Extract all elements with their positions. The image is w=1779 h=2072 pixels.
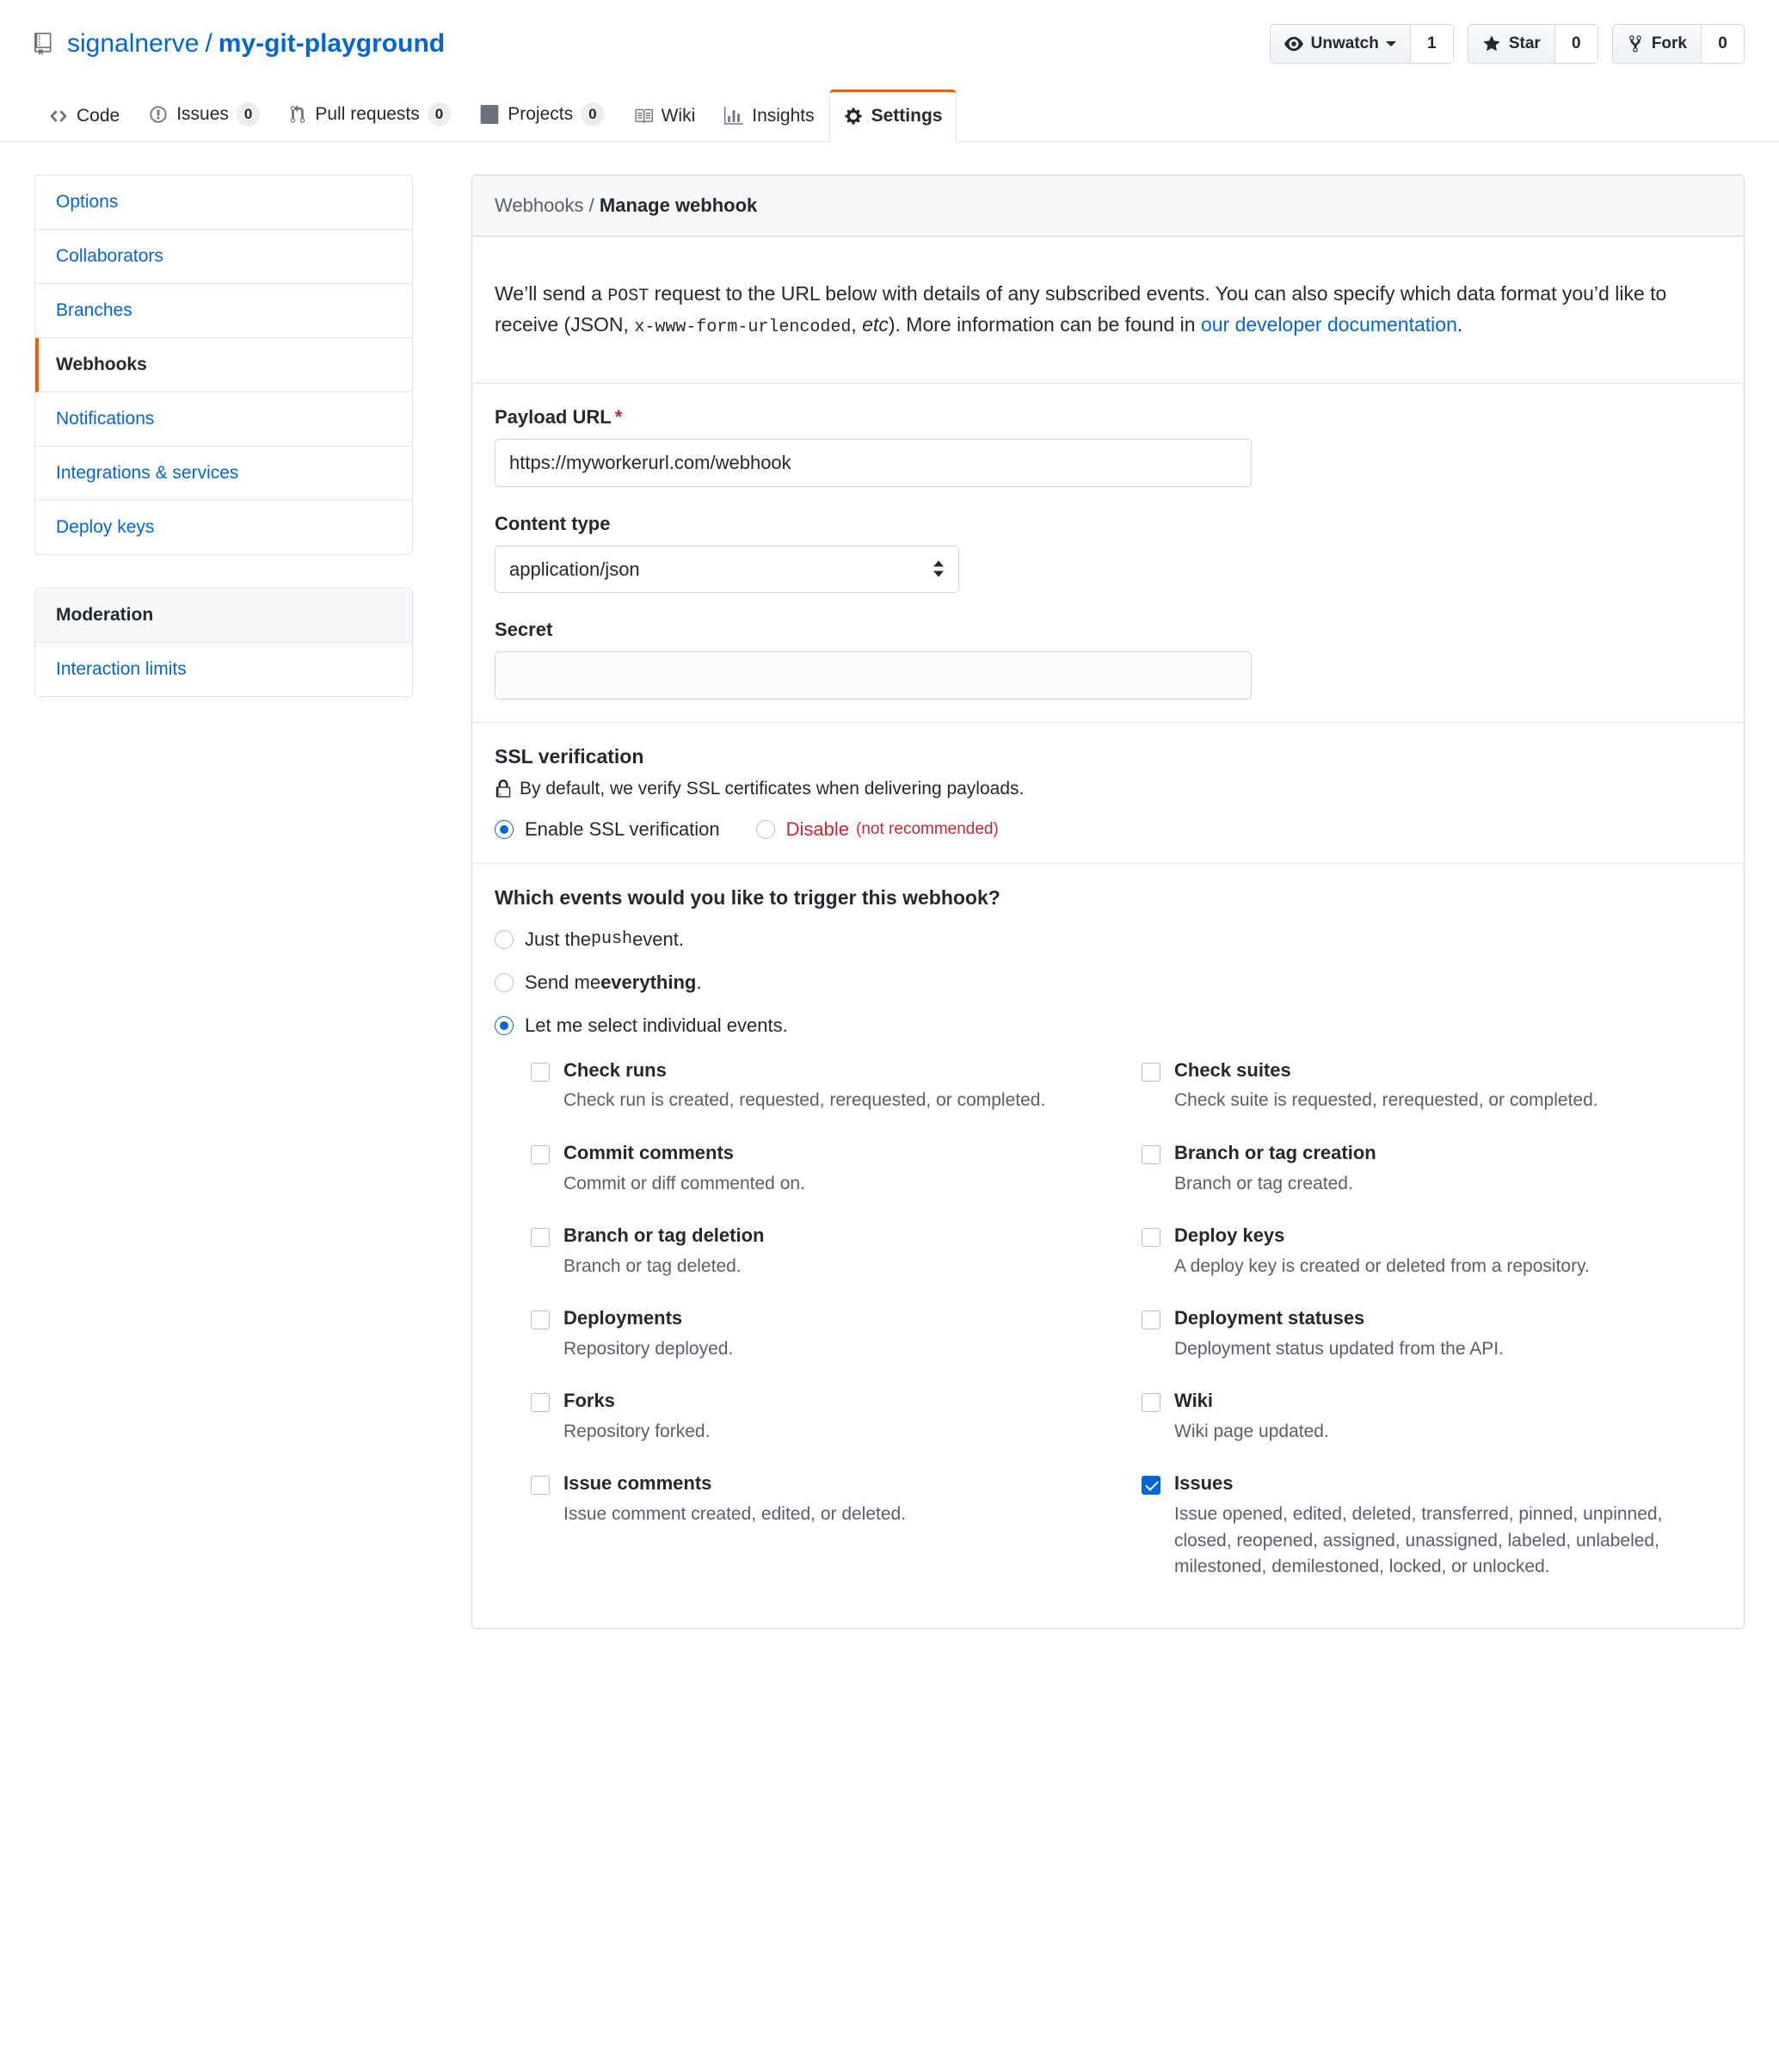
event-item-forks[interactable] xyxy=(531,1388,1111,1471)
check-runs-checkbox[interactable] xyxy=(531,1063,550,1082)
secret-label: Secret xyxy=(495,618,553,640)
settings-sidebar xyxy=(34,175,413,697)
tab-projects-label: Projects xyxy=(508,103,574,124)
tab-insights-label: Insights xyxy=(752,105,815,126)
fork-icon xyxy=(1627,34,1644,53)
moderation-menu xyxy=(34,588,413,697)
watch-count[interactable]: 1 xyxy=(1411,24,1454,64)
webhook-fields-row xyxy=(472,384,1744,723)
event-item-issues[interactable] xyxy=(1142,1471,1721,1606)
star-button[interactable] xyxy=(1468,24,1555,64)
commit-comments-label: Commit comments xyxy=(563,1141,735,1163)
event-item-branch-or-tag-creation[interactable] xyxy=(1142,1140,1721,1223)
event-choice-everything-strong: everything xyxy=(600,971,697,993)
event-item-deploy-keys[interactable] xyxy=(1142,1223,1721,1305)
intro-part-5: . xyxy=(1456,312,1463,336)
tab-issues-count: 0 xyxy=(237,102,260,126)
tab-wiki[interactable] xyxy=(619,89,711,142)
secret-field xyxy=(495,619,1721,700)
star-count[interactable]: 0 xyxy=(1555,24,1598,64)
deployment-statuses-checkbox[interactable] xyxy=(1142,1310,1160,1329)
ssl-verification-note xyxy=(495,779,1721,799)
intro-part-1: We’ll send a xyxy=(495,281,608,305)
tab-pull-requests[interactable] xyxy=(274,86,465,142)
payload-url-label xyxy=(495,406,1721,429)
sidebar-item-collaborators[interactable]: Collaborators xyxy=(35,230,412,284)
graph-icon xyxy=(724,107,743,126)
sidebar-item-interaction-limits[interactable]: Interaction limits xyxy=(56,658,187,679)
gear-icon xyxy=(844,107,863,126)
tab-settings-label: Settings xyxy=(871,105,943,126)
repo-actions xyxy=(1256,24,1745,64)
events-question: Which events would you like to trigger this webhook? xyxy=(495,885,1000,909)
event-choice-push-prefix: Just the xyxy=(525,928,592,950)
check-suites-desc: Check suite is requested, rerequested, or completed. xyxy=(1174,1090,1598,1111)
ssl-enable-option[interactable] xyxy=(495,818,720,841)
events-row xyxy=(472,864,1744,1629)
event-item-deployments[interactable] xyxy=(531,1305,1111,1388)
intro-part-3: , xyxy=(851,312,863,336)
webhook-intro-text xyxy=(495,279,1721,341)
deploy-keys-label: Deploy keys xyxy=(1174,1224,1285,1247)
repo-header xyxy=(0,0,1779,64)
webhook-breadcrumb-header xyxy=(472,176,1744,237)
check-suites-label: Check suites xyxy=(1174,1058,1291,1081)
event-choice-everything[interactable] xyxy=(495,971,1721,994)
star-button-group xyxy=(1468,24,1598,64)
sidebar-item-webhooks[interactable]: Webhooks xyxy=(35,338,412,392)
ssl-verification-title: SSL verification xyxy=(495,744,644,768)
sidebar-item-notifications[interactable]: Notifications xyxy=(35,392,412,447)
star-icon xyxy=(1482,34,1501,53)
event-choice-push-suffix: event. xyxy=(632,928,684,950)
breadcrumb-webhooks-link[interactable]: Webhooks xyxy=(495,194,584,216)
issue-opened-icon xyxy=(149,105,168,124)
ssl-verification-row xyxy=(472,723,1744,864)
webhook-intro-row xyxy=(472,237,1744,384)
event-choice-push-code: push xyxy=(591,929,633,950)
event-item-wiki[interactable] xyxy=(1142,1388,1721,1471)
event-item-deployment-statuses[interactable] xyxy=(1142,1305,1721,1388)
wiki-label: Wiki xyxy=(1174,1390,1214,1412)
commit-comments-desc: Commit or diff commented on. xyxy=(563,1173,805,1193)
forks-desc: Repository forked. xyxy=(563,1421,711,1441)
event-choice-push-radio[interactable] xyxy=(495,930,514,949)
repo-title-row xyxy=(34,24,1745,64)
git-pull-request-icon xyxy=(289,105,306,124)
event-choice-individual-radio[interactable] xyxy=(495,1016,514,1035)
ssl-disable-option[interactable] xyxy=(756,818,999,841)
tab-pull-requests-label: Pull requests xyxy=(315,103,420,124)
payload-url-label-text: Payload URL xyxy=(495,405,612,428)
webhook-form-panel xyxy=(471,175,1745,1630)
branch-or-tag-creation-checkbox[interactable] xyxy=(1142,1145,1160,1164)
fork-button-group xyxy=(1612,24,1745,64)
lock-icon xyxy=(495,780,512,799)
ssl-disable-label: Disable xyxy=(785,817,850,840)
repo-owner-link[interactable]: signalnerve xyxy=(67,29,200,58)
required-marker: * xyxy=(614,405,623,428)
repo-icon xyxy=(34,33,57,55)
deploy-keys-desc: A deploy key is created or deleted from a repository. xyxy=(1174,1255,1590,1276)
repo-name-link[interactable]: my-git-playground xyxy=(218,29,446,58)
sidebar-item-branches[interactable]: Branches xyxy=(35,284,412,338)
unwatch-button-label: Unwatch xyxy=(1310,34,1379,52)
forks-checkbox[interactable] xyxy=(531,1393,550,1412)
deployment-statuses-desc: Deployment status updated from the API. xyxy=(1174,1338,1504,1359)
event-choice-push[interactable] xyxy=(495,928,1721,951)
branch-or-tag-deletion-checkbox[interactable] xyxy=(531,1228,550,1247)
ssl-verification-note-text: By default, we verify SSL certificates when delivering payloads. xyxy=(520,778,1025,799)
project-icon xyxy=(480,105,499,124)
sidebar-item-integrations-services[interactable]: Integrations & services xyxy=(35,447,412,501)
developer-documentation-link[interactable]: our developer documentation xyxy=(1200,312,1457,336)
tab-pull-requests-count: 0 xyxy=(428,102,451,126)
tab-wiki-label: Wiki xyxy=(661,105,696,126)
settings-menu xyxy=(34,175,413,555)
ssl-enable-label: Enable SSL verification xyxy=(525,817,720,840)
check-suites-checkbox[interactable] xyxy=(1142,1063,1160,1082)
ssl-disable-radio[interactable] xyxy=(756,820,775,839)
tab-code-label: Code xyxy=(77,105,120,126)
event-choice-everything-radio[interactable] xyxy=(495,973,514,992)
repo-nav-tabs xyxy=(0,86,1779,142)
webhook-box xyxy=(471,175,1745,1630)
tab-insights[interactable] xyxy=(710,89,828,142)
content-type-field xyxy=(495,513,1721,593)
wiki-desc: Wiki page updated. xyxy=(1174,1421,1329,1441)
issues-checkbox[interactable] xyxy=(1142,1476,1160,1495)
content-type-select-wrap xyxy=(495,546,959,593)
issue-comments-desc: Issue comment created, edited, or deleted. xyxy=(563,1504,907,1525)
event-item-branch-or-tag-deletion[interactable] xyxy=(531,1223,1111,1305)
event-choice-everything-suffix: . xyxy=(696,971,702,993)
event-item-issue-comments[interactable] xyxy=(531,1471,1111,1606)
issue-comments-checkbox[interactable] xyxy=(531,1476,550,1495)
event-item-commit-comments[interactable] xyxy=(531,1140,1111,1223)
content-type-label: Content type xyxy=(495,512,611,534)
deployments-checkbox[interactable] xyxy=(531,1310,550,1329)
eye-icon xyxy=(1284,34,1303,53)
intro-code-post: POST xyxy=(607,286,649,306)
book-icon xyxy=(634,107,653,126)
watch-button-group xyxy=(1270,24,1454,64)
issues-label: Issues xyxy=(1174,1472,1234,1495)
moderation-heading: Moderation xyxy=(35,589,412,643)
commit-comments-checkbox[interactable] xyxy=(531,1145,550,1164)
issues-desc: Issue opened, edited, deleted, transferred, pinned, unpinned, closed, reopened, assigned, unassigned, labeled, unlabeled, milestoned, demilestoned, locked, or unlocked. xyxy=(1174,1504,1663,1576)
secret-input[interactable] xyxy=(495,651,1252,700)
breadcrumb-slash: / xyxy=(588,194,594,216)
ssl-verification-radio-group xyxy=(495,818,1721,841)
payload-url-field xyxy=(495,406,1721,487)
event-choice-everything-prefix: Send me xyxy=(525,971,601,993)
fork-count[interactable]: 0 xyxy=(1702,24,1745,64)
deployments-label: Deployments xyxy=(563,1307,683,1329)
branch-or-tag-creation-label: Branch or tag creation xyxy=(1174,1141,1376,1163)
tab-code[interactable] xyxy=(34,89,134,142)
fork-button[interactable] xyxy=(1612,24,1702,64)
intro-part-2: request to the URL below with details of any subscribed events. You can also specify which data format you’d like to receive (JSON, xyxy=(495,281,1667,336)
breadcrumb xyxy=(34,28,445,59)
ssl-enable-radio[interactable] xyxy=(495,820,514,839)
wiki-checkbox[interactable] xyxy=(1142,1393,1160,1412)
breadcrumb-current: Manage webhook xyxy=(599,194,758,216)
tab-issues[interactable] xyxy=(134,86,274,142)
tab-issues-label: Issues xyxy=(176,103,229,124)
sidebar-item-options[interactable]: Options xyxy=(35,176,412,230)
event-item-check-runs[interactable] xyxy=(531,1058,1111,1140)
sidebar-item-deploy-keys[interactable]: Deploy keys xyxy=(56,516,155,537)
code-icon xyxy=(49,107,68,126)
star-button-label: Star xyxy=(1508,34,1541,52)
event-choice-individual[interactable] xyxy=(495,1014,1721,1037)
tab-projects[interactable] xyxy=(465,86,619,142)
deployment-statuses-label: Deployment statuses xyxy=(1174,1307,1365,1329)
content-type-select[interactable] xyxy=(495,546,959,593)
breadcrumb-separator: / xyxy=(205,29,212,58)
events-checkbox-grid xyxy=(531,1058,1721,1606)
deploy-keys-checkbox[interactable] xyxy=(1142,1228,1160,1247)
fork-button-label: Fork xyxy=(1651,34,1687,52)
branch-or-tag-deletion-desc: Branch or tag deleted. xyxy=(563,1255,742,1276)
settings-content xyxy=(0,142,1779,1630)
deployments-desc: Repository deployed. xyxy=(563,1338,734,1359)
tab-projects-count: 0 xyxy=(581,102,604,126)
payload-url-input[interactable] xyxy=(495,439,1252,487)
intro-part-4: ). More information can be found in xyxy=(888,312,1201,336)
branch-or-tag-deletion-label: Branch or tag deletion xyxy=(563,1224,765,1247)
unwatch-button[interactable] xyxy=(1270,24,1411,64)
event-item-check-suites[interactable] xyxy=(1142,1058,1721,1140)
check-runs-label: Check runs xyxy=(563,1058,667,1081)
check-runs-desc: Check run is created, requested, rerequested, or completed. xyxy=(563,1090,1046,1111)
ssl-disable-hint: (not recommended) xyxy=(856,819,999,838)
issue-comments-label: Issue comments xyxy=(563,1472,712,1495)
branch-or-tag-creation-desc: Branch or tag created. xyxy=(1174,1173,1353,1193)
tab-settings[interactable] xyxy=(829,89,957,142)
chevron-down-icon xyxy=(1386,41,1396,46)
intro-em-etc: etc xyxy=(862,312,889,336)
intro-code-urlencoded: x-www-form-urlencoded xyxy=(634,317,852,337)
event-choice-individual-label: Let me select individual events. xyxy=(525,1014,788,1036)
forks-label: Forks xyxy=(563,1390,615,1412)
